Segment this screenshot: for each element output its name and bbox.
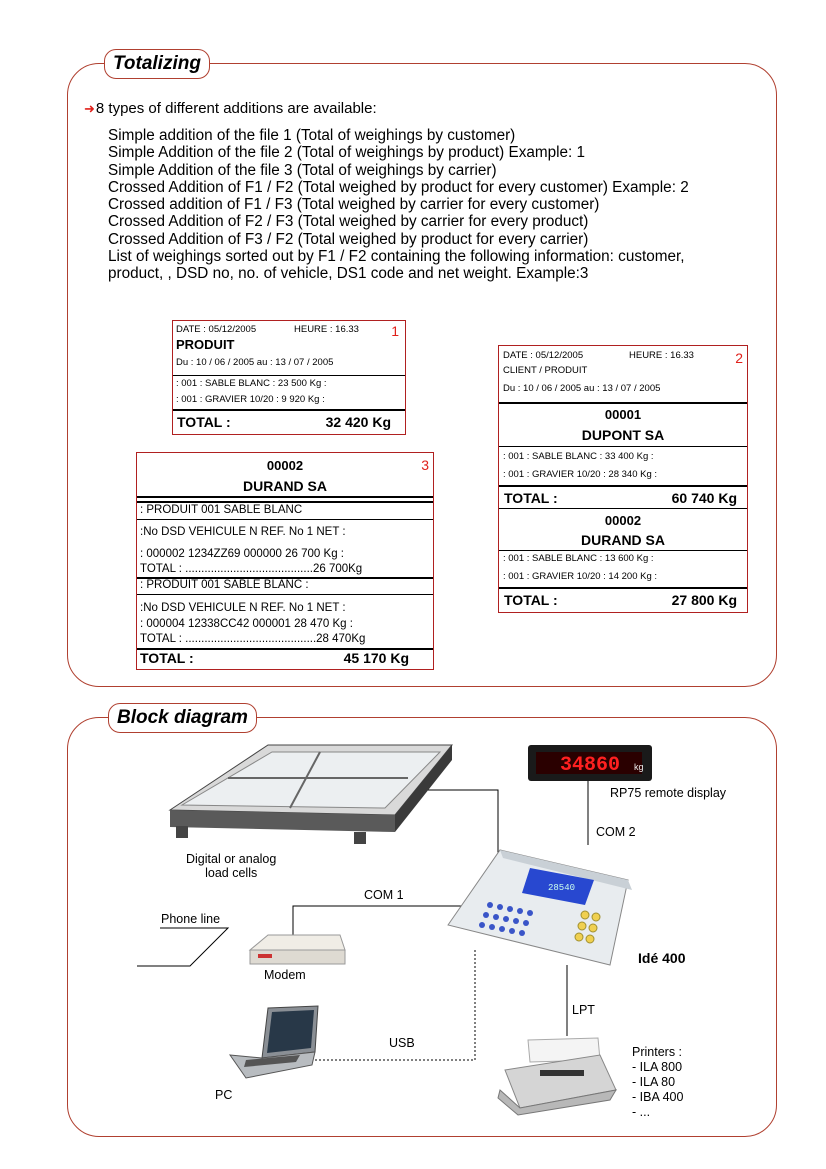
ticket-total-value: 32 420 Kg: [325, 414, 391, 430]
ticket-number: 3: [421, 457, 429, 473]
ticket-row: : 001 : GRAVIER 10/20 : 9 920 Kg :: [176, 394, 325, 405]
ticket-number: 1: [391, 323, 399, 339]
list-item: Crossed Addition of F1 / F2 (Total weighed by product for every customer) Example: 2: [108, 178, 689, 196]
com1-cable: [293, 906, 462, 935]
customer-name: DUPONT SA: [581, 427, 665, 443]
indicator-label: Idé 400: [638, 950, 686, 966]
list-item: Crossed addition of F1 / F3 (Total weighed by carrier for every customer): [108, 196, 600, 214]
ticket-heading: PRODUIT: [176, 337, 235, 352]
list-item: - IBA 400: [632, 1090, 684, 1104]
column-header: :No DSD VEHICULE N REF. No 1 NET :: [140, 526, 346, 538]
ticket-row: : 001 : GRAVIER 10/20 : 14 200 Kg :: [503, 571, 658, 582]
product-line: : PRODUIT 001 SABLE BLANC: [140, 504, 303, 516]
ticket-total-label: TOTAL :: [504, 490, 558, 506]
usb-label: USB: [389, 1036, 415, 1050]
printers-list: [632, 1045, 683, 1120]
list-item: Printers :: [632, 1045, 683, 1059]
ticket-subtotal: TOTAL : ........................................26 700Kg: [140, 563, 363, 575]
phone-line: [137, 928, 228, 966]
product-line: : PRODUIT 001 SABLE BLANC :: [140, 579, 309, 591]
modem-label: Modem: [264, 968, 306, 982]
phone-line-label: Phone line: [161, 912, 221, 926]
ticket-subtitle: CLIENT / PRODUIT: [503, 365, 588, 376]
list-item: product, , DSD no, no. of vehicle, DS1 code and net weight. Example:3: [108, 265, 589, 283]
ticket-period: Du : 10 / 06 / 2005 au : 13 / 07 / 2005: [176, 357, 334, 368]
lpt-label: LPT: [572, 1003, 595, 1017]
load-cells-label: Digital or analog load cells: [186, 852, 277, 880]
list-item: Simple addition of the file 1 (Total of weighings by customer): [108, 127, 516, 144]
weighbridge-image: [170, 745, 452, 844]
remote-display-value: 34860: [560, 754, 621, 777]
indicator-image: [448, 850, 632, 965]
list-item: Simple Addition of the file 2 (Total of weighings by product) Example: 1: [108, 144, 586, 162]
totalizing-title: Totalizing: [104, 49, 210, 79]
ticket-total-value: 45 170 Kg: [343, 650, 409, 666]
laptop-image: [230, 1006, 318, 1078]
customer-code: 00002: [604, 513, 642, 528]
ticket-total-value: 60 740 Kg: [671, 490, 737, 506]
list-item: - ...: [632, 1105, 651, 1119]
list-item: - ILA 800: [632, 1060, 683, 1074]
ticket-total-label: TOTAL :: [504, 592, 558, 608]
list-item: List of weighings sorted out by F1 / F2 containing the following information: customer,: [108, 248, 685, 266]
ticket-date: DATE : 05/12/2005: [503, 350, 584, 361]
remote-display-image: [528, 745, 652, 781]
list-item: - ILA 80: [632, 1075, 676, 1089]
list-item: Simple Addition of the file 3 (Total of weighings by carrier): [108, 161, 497, 179]
ticket-row: : 001 : SABLE BLANC : 13 600 Kg :: [503, 553, 654, 564]
printer-image: [498, 1038, 616, 1115]
list-item: Crossed Addition of F2 / F3 (Total weighed by carrier for every product): [108, 213, 589, 231]
ticket-row: : 001 : SABLE BLANC : 23 500 Kg :: [176, 378, 327, 389]
customer-code: 00002: [266, 458, 304, 473]
ticket-row: : 000002 1234ZZ69 000000 26 700 Kg :: [140, 548, 344, 560]
ticket-total-label: TOTAL :: [140, 650, 194, 666]
modem-image: [250, 935, 345, 964]
com2-label: COM 2: [596, 825, 636, 839]
ticket-row: : 001 : SABLE BLANC : 33 400 Kg :: [503, 451, 654, 462]
com1-label: COM 1: [364, 888, 404, 902]
customer-name: DURAND SA: [581, 532, 665, 548]
ticket-row: : 001 : GRAVIER 10/20 : 28 340 Kg :: [503, 469, 658, 480]
customer-code: 00001: [604, 407, 642, 422]
ticket-row: : 000004 12338CC42 000001 28 470 Kg :: [140, 618, 353, 630]
block-diagram-title: Block diagram: [108, 703, 257, 733]
customer-name: DURAND SA: [243, 478, 327, 494]
indicator-screen: 28540: [548, 883, 576, 893]
intro-text: ➜8 types of different additions are available:: [84, 100, 377, 117]
remote-display-label: RP75 remote display: [610, 786, 727, 800]
ticket-subtotal: TOTAL : .........................................28 470Kg: [140, 633, 366, 645]
remote-display-unit: kg: [634, 762, 644, 772]
ticket-heure: HEURE : 16.33: [629, 350, 694, 361]
ticket-total-label: TOTAL :: [177, 414, 231, 430]
column-header: :No DSD VEHICULE N REF. No 1 NET :: [140, 602, 346, 614]
ticket-total-value: 27 800 Kg: [671, 592, 737, 608]
red-arrow-icon: ➜: [84, 101, 95, 116]
ticket-number: 2: [735, 350, 743, 366]
ticket-period: Du : 10 / 06 / 2005 au : 13 / 07 / 2005: [503, 383, 661, 394]
pc-label: PC: [215, 1088, 233, 1102]
ticket-heure: HEURE : 16.33: [294, 324, 359, 335]
list-item: Crossed Addition of F3 / F2 (Total weighed by product for every carrier): [108, 230, 589, 248]
ticket-date: DATE : 05/12/2005: [176, 324, 257, 335]
